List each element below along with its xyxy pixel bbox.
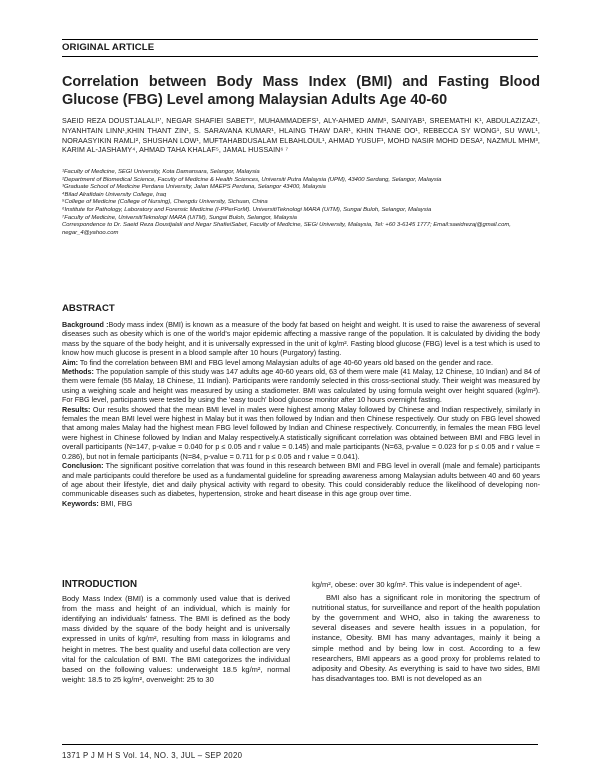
intro-paragraph: BMI also has a significant role in monitoring the spectrum of nutritional status, for surveillance and report of the health population by the government and WHO, also in taking the awareness to several diseases and severe health issues in a population, for instance, Obesity. BMI has many advantages, mainly it being a simple method and by being low in cost. According to a few researchers, BMI appears as a good proxy for problems related to adiposity and Obesity. As everything is said to have two sides, BMI has disadvantages too. BMI is not developed as an	[312, 593, 540, 683]
intro-paragraph: kg/m², obese: over 30 kg/m². This value is independent of age¹.	[312, 580, 522, 589]
text-results: Our results showed that the mean BMI level in males were highest among Malay followed by Chinese and Indian respectively, similarly in females the mean BMI level were highest in Malay but it was then followed by Indian and then Chinese respectively. Our study on FBG level showed that among males Malay had the highest mean FBG level followed by Indian and Chinese respectively. Concurrently, in females the mean FBG level were highest in Chinese followed by Indian and Malay respectively.A statistically significant correlation was obtained between BMI and FBG level in overall participants (N=147, p-value = 0.040 for p ≤ 0.05 and r value = 0.145) and male participants (N=63, p-value = 0.023 for p ≤ 0.05 and r value = 0.286), but not in female participants (N=84, p-value = 0.711 for p ≤ 0.05 and r value = 0.041).	[62, 404, 540, 461]
abstract-methods	[62, 367, 540, 405]
footer-rule	[62, 744, 538, 745]
correspondence: Correspondence to Dr. Saeid Reza Doustjalali and Negar ShafieiSabet, Faculty of Medicine, SEGi University, Malaysia, Tel: +60 3-6145 1777; Email:saeidrezaj@gmail.com, negar_4@yahoo.com	[62, 222, 511, 236]
abstract-results	[62, 405, 540, 461]
text-aim: To find the correlation between BMI and FBG level among Malaysian adults of age 40-60 years old based on the gender and race.	[77, 357, 493, 367]
text-methods: The population sample of this study was 147 adults age 40-60 years old, 63 of them were male (41 Malay, 12 Chinese, 10 Indian) and 84 of them were female (55 Malay, 18 Chinese, 11 Indian). Participants were randomly selected in this cross-sectional study. Their weight was measured by using a weighing scale and height was measured by using a stadiometer. BMI was calculated by using formula weight over height squared (kg/m²). For FBG level, participants were tested by using the 'easy touch' blood glucose monitor after 10 hours overnight fasting.	[62, 367, 540, 405]
abstract-keywords	[62, 499, 540, 508]
intro-left-column	[62, 580, 290, 685]
abstract-background	[62, 320, 540, 358]
header-rule-bottom	[62, 56, 538, 57]
label-keywords: Keywords:	[62, 498, 99, 508]
intro-paragraph: Body Mass Index (BMI) is a commonly used value that is derived from the mass and height of an individual, which is mainly for identifying an individuals' fatness. The BMI is defined as the body mass divided by the square of the body height and is universally expressed in units of kg/m², resulting from mass in kilograms and height in metres. The best quality and useful data collection are very vital for the calculation of BMI. The BMI categorizes the individual based on the following values: underweight 18.5 kg/m², normal weight: 18.5 to 25 kg/m², overweight: 25 to 30	[62, 594, 290, 684]
abstract-heading: ABSTRACT	[62, 303, 115, 314]
abstract-body	[62, 320, 540, 508]
text-conclusion: The significant positive correlation that was found in this research between BMI and FBG level in overall (male and female) participants and male participants could therefore be used as a fundamental guideline for spreading awareness among Malaysian adults between 40 and 60 years of age about their lifestyle, diet and daily physical activity with regard to obesity. This could considerably reduce the likelihood of developing non-communicable diseases such as diabetes, hypertension, stroke and heart disease in this age group over time.	[62, 461, 540, 499]
intro-right-column	[312, 580, 540, 684]
label-background: Background :	[62, 320, 109, 329]
affiliation-line: ³Graduate School of Medicine Perdana University, Jalan MAEPS Perdana, Selangor 43400, Malaysia	[62, 184, 326, 191]
label-methods: Methods:	[62, 367, 94, 377]
label-aim: Aim:	[62, 357, 78, 367]
text-keywords: BMI, FBG	[98, 498, 133, 508]
label-conclusion: Conclusion:	[62, 461, 104, 471]
affiliation-line: ²Department of Biomedical Science, Faculty of Medicine & Health Sciences, Universiti Putra Malaysia (UPM), 43400 Serdang, Selangor, Malaysia	[62, 176, 442, 183]
affiliation-line: ⁷Faculty of Medicine, UniversitiTeknologi MARA (UiTM), Sungai Buloh, Selangor, Malaysia	[62, 214, 297, 221]
affiliations	[62, 169, 540, 237]
text-background: Body mass index (BMI) is known as a measure of the body fat based on height and weight. It is used to raise the awareness of several diseases such as obesity which is one of the world's major epidemic affecting a massive range of the population. It is calculated by dividing the body mass by the square of the body height, and it is universally expressed in the unit of kg/m². Fasting blood glucose (FBG) level is a test which is used to know how much glucose is present in a blood sample after 10 hours (Purgatory) fasting.	[62, 320, 540, 358]
author-list: SAEID REZA DOUSTJALALI¹', NEGAR SHAFIEI SABET¹', MUHAMMADEFS¹, ALY-AHMED AMM¹, SANIYAB¹, SREEMATHI K¹, ABDULAZIZAZ¹, NYANHTAIN LINN¹,KHIN THANT ZIN¹, S. SARAVANA KUMAR¹, HLAING THAW DAR¹, KHIN THANE OO¹, REBECCA SY WONG¹, SU WWL¹, NORAASYIKIN RAMLI², SHUSHAN LOW¹, MUFTAHABDUSALAM ELBAHLOUL¹, AHMAD YUSUF¹, MOHD NASIR MOHD DESA², NAZMUL MHM³, KARIM AL-JASHAMY⁴, AHMAD TAHA KHALAF⁵, JAMAL HUSSAIN⁶ ⁷	[62, 117, 540, 155]
page-footer: 1371 P J M H S Vol. 14, NO. 3, JUL – SEP 2020	[62, 751, 243, 760]
section-label: ORIGINAL ARTICLE	[62, 42, 155, 53]
affiliation-line: ¹Faculty of Medicine, SEGI University, Kota Damansara, Selangor, Malaysia	[62, 169, 260, 175]
affiliation-line: ⁶Institute for Pathology, Laboratory and Forensic Medicine (I-PPerForM). UniversitiTeknologi MARA (UiTM), Sungai Buloh, Selangor, Malaysia	[62, 206, 432, 213]
affiliation-line: ⁴Bilad Alrafidain University College, Iraq	[62, 191, 167, 198]
label-results: Results:	[62, 404, 91, 414]
header-rule	[62, 39, 538, 40]
abstract-conclusion	[62, 461, 540, 499]
article-title: Correlation between Body Mass Index (BMI) and Fasting Blood Glucose (FBG) Level among Malaysian Adults Age 40-60	[62, 74, 540, 108]
affiliation-line: ⁵College of Medicine (College of Nursing), Chengdu University, Sichuan, China	[62, 199, 268, 206]
abstract-aim	[62, 358, 540, 367]
intro-heading: INTRODUCTION	[62, 579, 138, 590]
